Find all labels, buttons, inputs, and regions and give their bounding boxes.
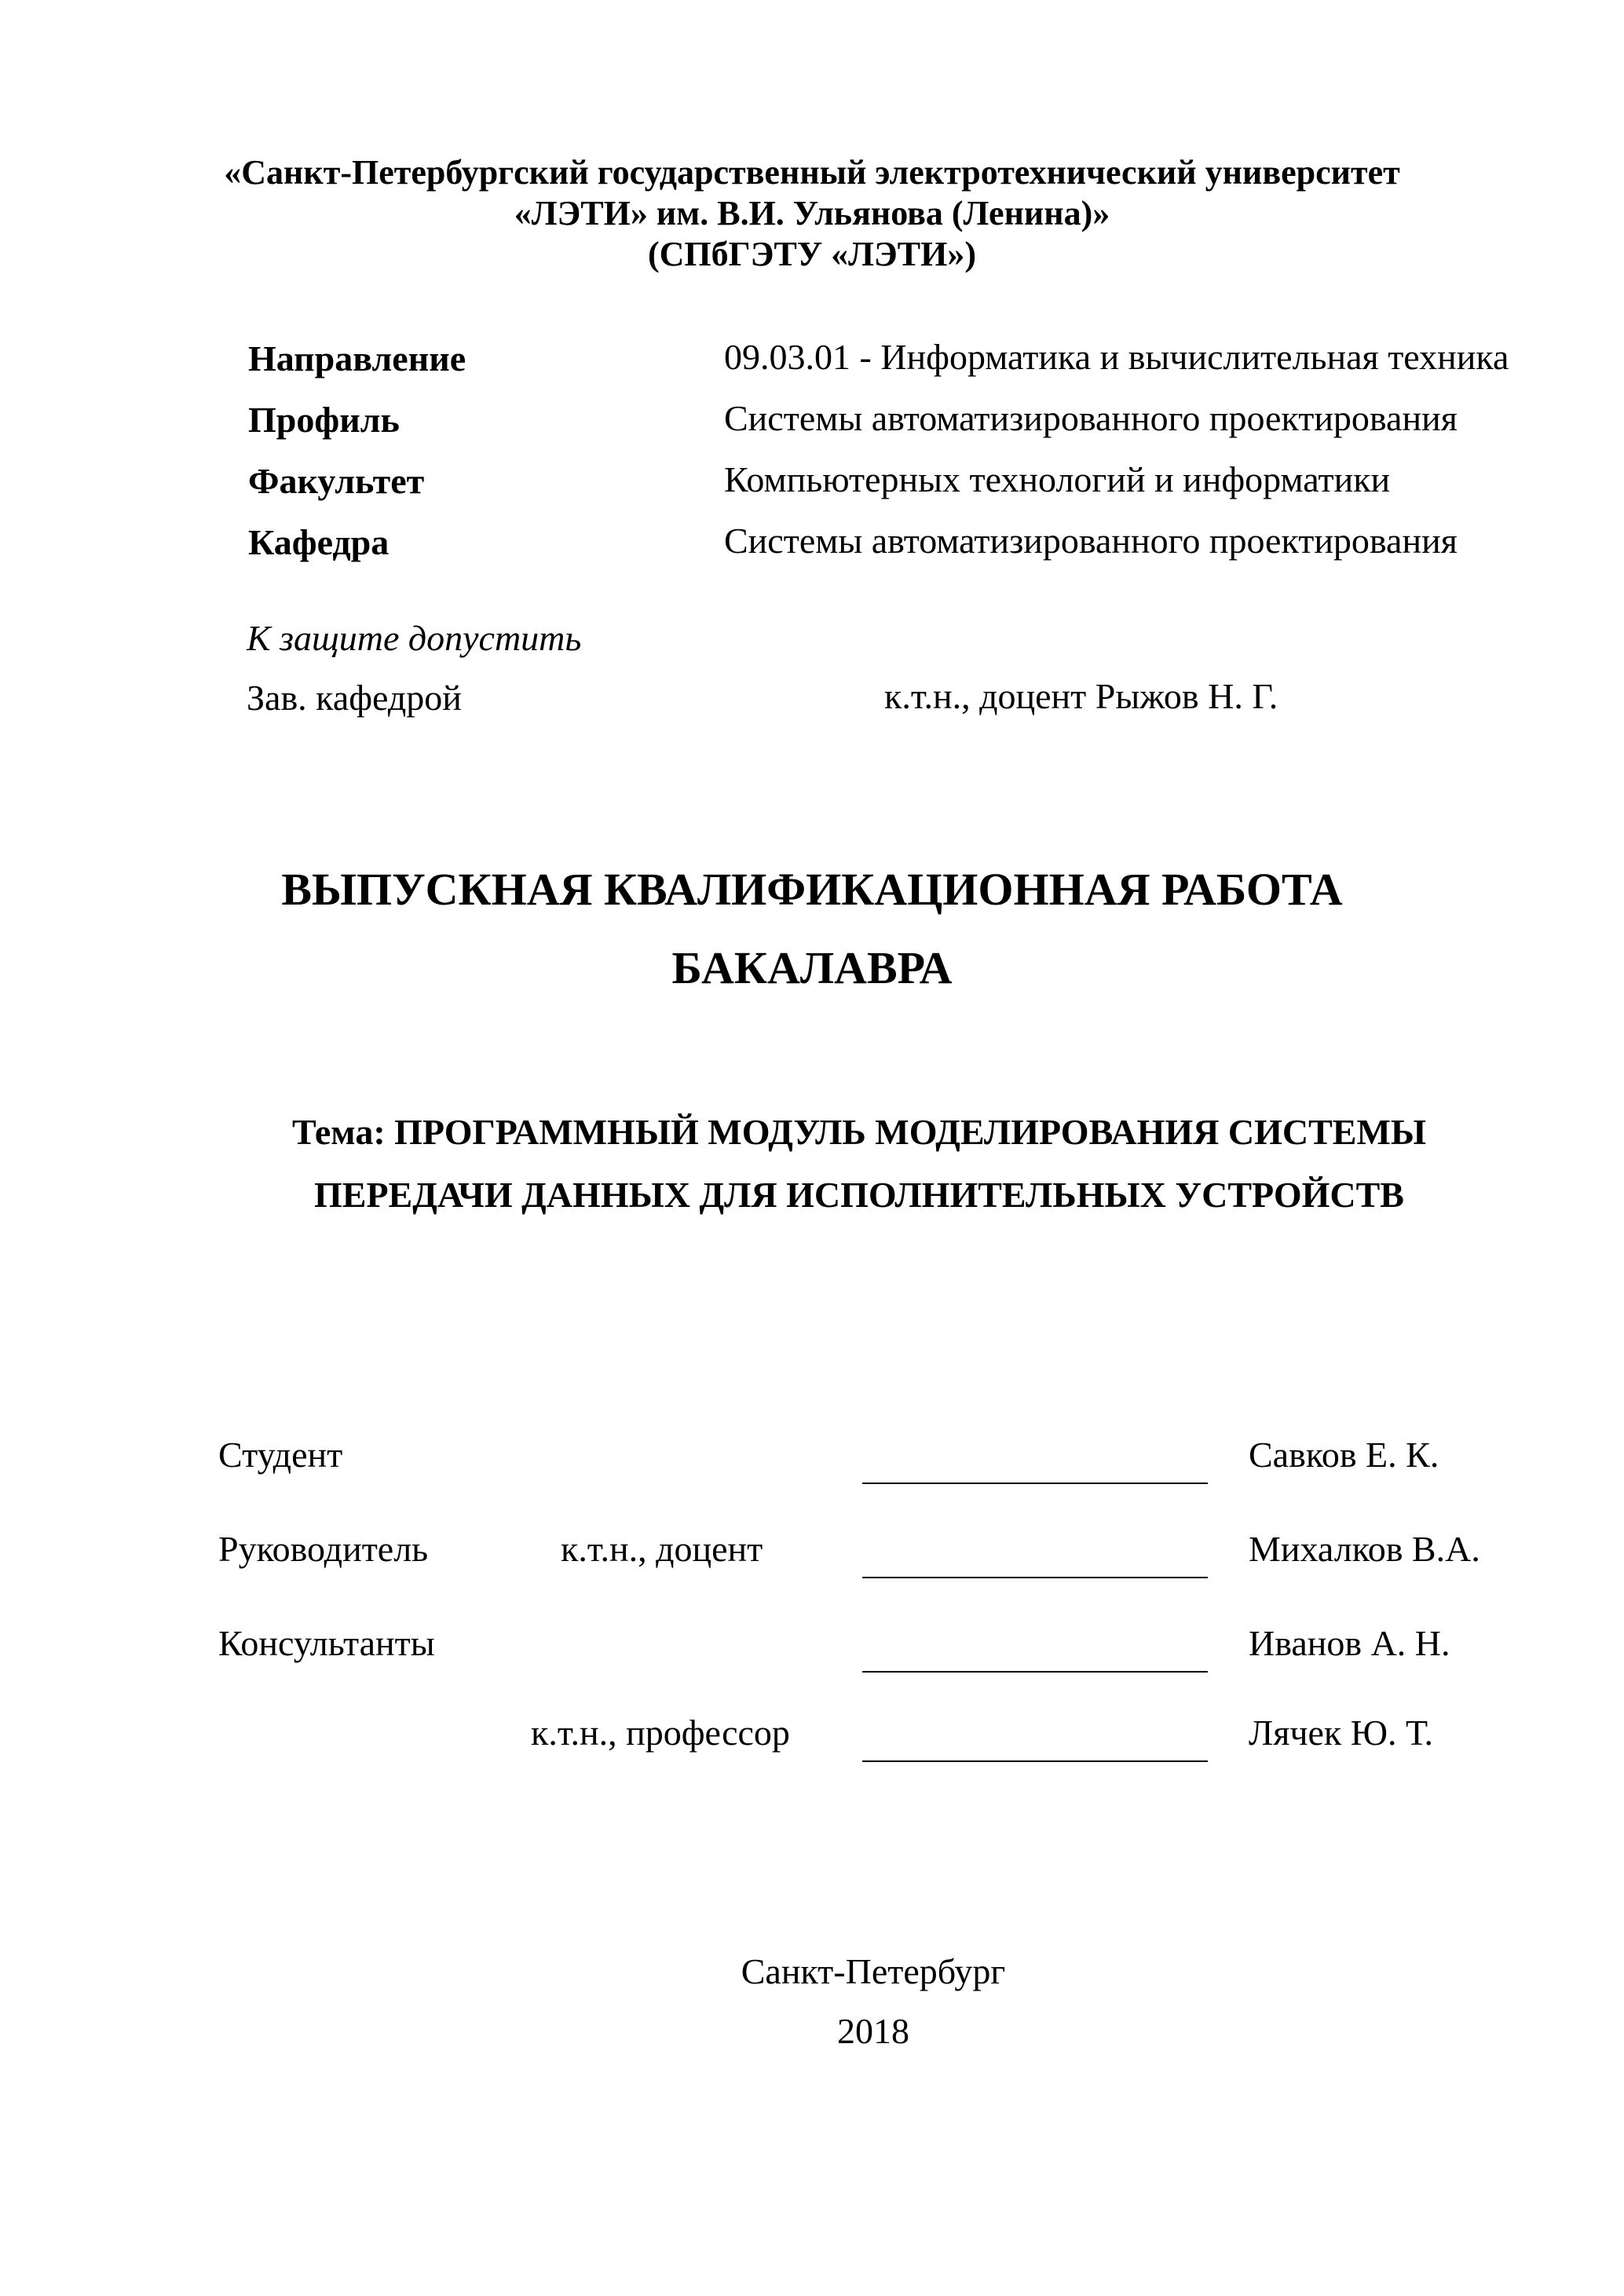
department-label: Кафедра: [248, 522, 390, 562]
university-name-line-1: «Санкт-Петербургский государственный электротехнический университет: [224, 153, 1400, 192]
supervisor-name: Михалков В.А.: [1249, 1529, 1480, 1569]
profile-value: Системы автоматизированного проектирования: [724, 398, 1458, 438]
department-value: Системы автоматизированного проектирования: [724, 521, 1458, 561]
theme-line-1: Тема: ПРОГРАММНЫЙ МОДУЛЬ МОДЕЛИРОВАНИЯ СИСТЕМЫ: [291, 1112, 1427, 1152]
supervisor-degree: к.т.н., доцент: [561, 1529, 763, 1569]
theme-line-2: ПЕРЕДАЧИ ДАННЫХ ДЛЯ ИСПОЛНИТЕЛЬНЫХ УСТРОЙСТВ: [314, 1175, 1404, 1215]
direction-value: 09.03.01 - Информатика и вычислительная техника: [724, 337, 1509, 377]
faculty-label: Факультет: [248, 461, 425, 501]
direction-label: Направление: [248, 338, 466, 378]
consultant-2-degree: к.т.н., профессор: [531, 1713, 790, 1753]
supervisor-signature-line: [862, 1577, 1208, 1578]
consultants-role: Консультанты: [218, 1623, 435, 1663]
head-of-department-label: Зав. кафедрой: [247, 678, 462, 718]
document-title-line-2: БАКАЛАВРА: [671, 942, 953, 993]
university-name-line-2: «ЛЭТИ» им. В.И. Ульянова (Ленина)»: [514, 194, 1110, 232]
supervisor-role: Руководитель: [218, 1529, 429, 1569]
consultant-1-name: Иванов А. Н.: [1249, 1623, 1450, 1663]
city: Санкт-Петербург: [741, 1951, 1006, 1991]
faculty-value: Компьютерных технологий и информатики: [724, 459, 1391, 499]
consultant-1-signature-line: [862, 1671, 1208, 1673]
document-title-line-1: ВЫПУСКНАЯ КВАЛИФИКАЦИОННАЯ РАБОТА: [281, 864, 1343, 915]
student-role: Студент: [218, 1435, 343, 1475]
university-abbreviation: (СПбГЭТУ «ЛЭТИ»): [648, 235, 976, 273]
profile-label: Профиль: [248, 400, 400, 440]
student-signature-line: [862, 1483, 1208, 1484]
year: 2018: [837, 2011, 909, 2051]
admission-heading: К защите допустить: [247, 618, 582, 658]
head-of-department-name: к.т.н., доцент Рыжов Н. Г.: [884, 676, 1278, 716]
student-name: Савков Е. К.: [1249, 1435, 1439, 1475]
consultant-2-name: Лячек Ю. Т.: [1249, 1713, 1434, 1753]
consultant-2-signature-line: [862, 1760, 1208, 1762]
